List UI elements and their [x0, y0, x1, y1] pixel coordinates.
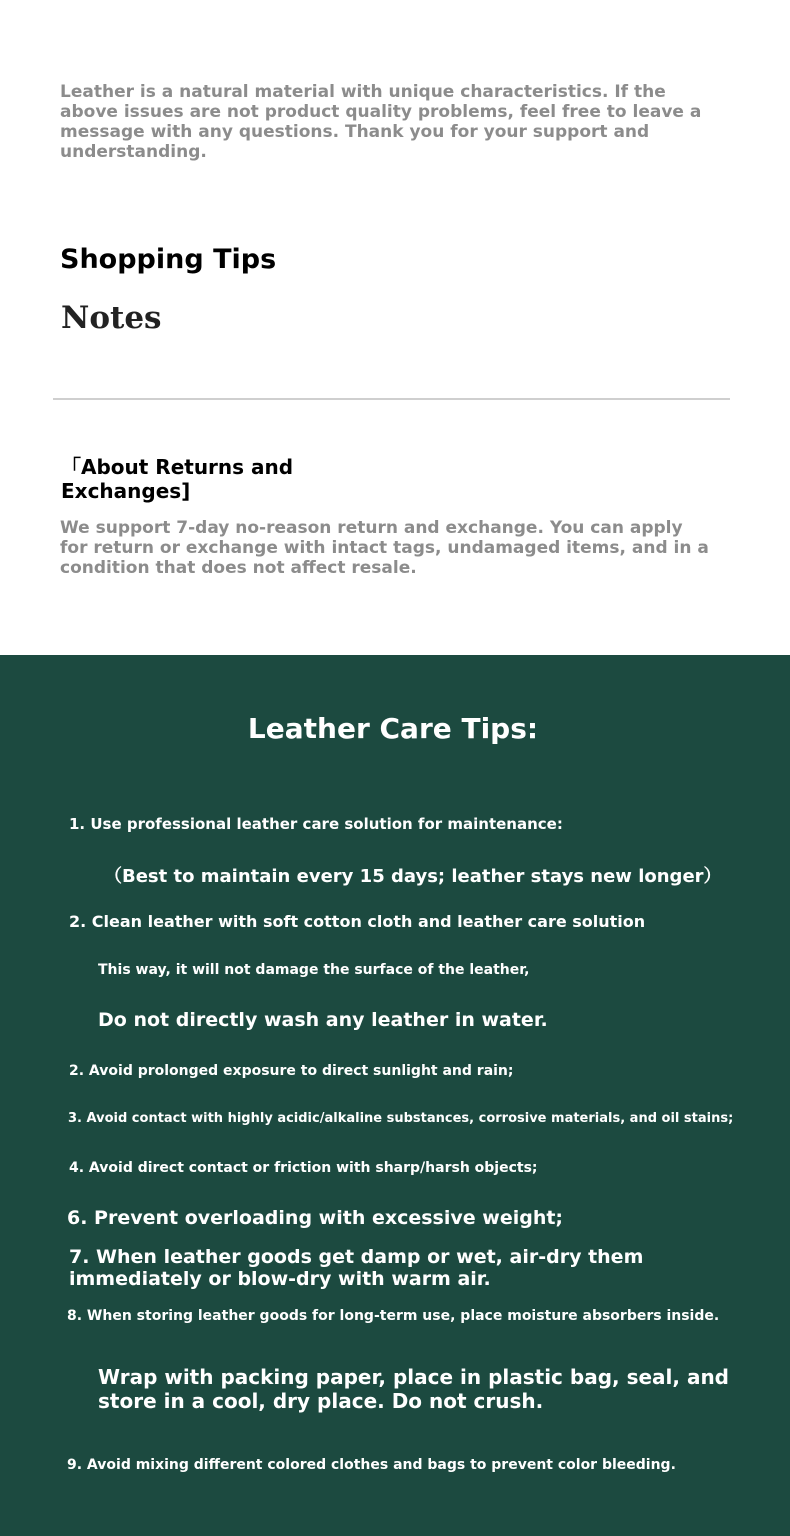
care-tips-title: Leather Care Tips: [247, 712, 539, 745]
care-tip-line: 1. Use professional leather care solution for maintenance: [69, 815, 563, 833]
returns-title: 「About Returns and Exchanges] [61, 455, 294, 503]
care-tip-line: 8. When storing leather goods for long-term use, place moisture absorbers inside. [67, 1308, 720, 1324]
care-tip-line: Wrap with packing paper, place in plastic bag, seal, and store in a cool, dry place. Do not crush. [98, 1365, 729, 1413]
care-tip-line: 4. Avoid direct contact or friction with sharp/harsh objects; [69, 1160, 538, 1176]
leather-care-section [0, 655, 790, 1536]
care-tip-line: 9. Avoid mixing different colored clothes and bags to prevent color bleeding. [67, 1457, 676, 1473]
care-tip-line: 2. Avoid prolonged exposure to direct sunlight and rain; [69, 1063, 514, 1079]
care-tip-line: 3. Avoid contact with highly acidic/alkaline substances, corrosive materials, and oil stains; [68, 1111, 734, 1126]
care-tip-line: Do not directly wash any leather in water. [98, 1009, 548, 1031]
care-tip-line: （Best to maintain every 15 days; leather stays new longer） [104, 866, 722, 887]
care-tip-line: This way, it will not damage the surface of the leather, [98, 962, 530, 978]
leather-intro-text: Leather is a natural material with unique characteristics. If the above issues are not product quality problems, feel free to leave a message with any questions. Thank you for your support and understanding. [60, 82, 702, 162]
care-tip-line: 7. When leather goods get damp or wet, air-dry them immediately or blow-dry with warm air. [69, 1246, 644, 1290]
care-tip-line: 2. Clean leather with soft cotton cloth and leather care solution [69, 912, 646, 931]
notes-subtitle: Notes [61, 300, 162, 336]
section-divider [53, 398, 730, 400]
shopping-tips-title: Shopping Tips [60, 244, 277, 275]
care-tip-line: 6. Prevent overloading with excessive weight; [67, 1207, 564, 1229]
notes-section [0, 0, 790, 655]
returns-policy-text: We support 7-day no-reason return and exchange. You can apply for return or exchange with intact tags, undamaged items, and in a condition that does not affect resale. [60, 518, 709, 578]
